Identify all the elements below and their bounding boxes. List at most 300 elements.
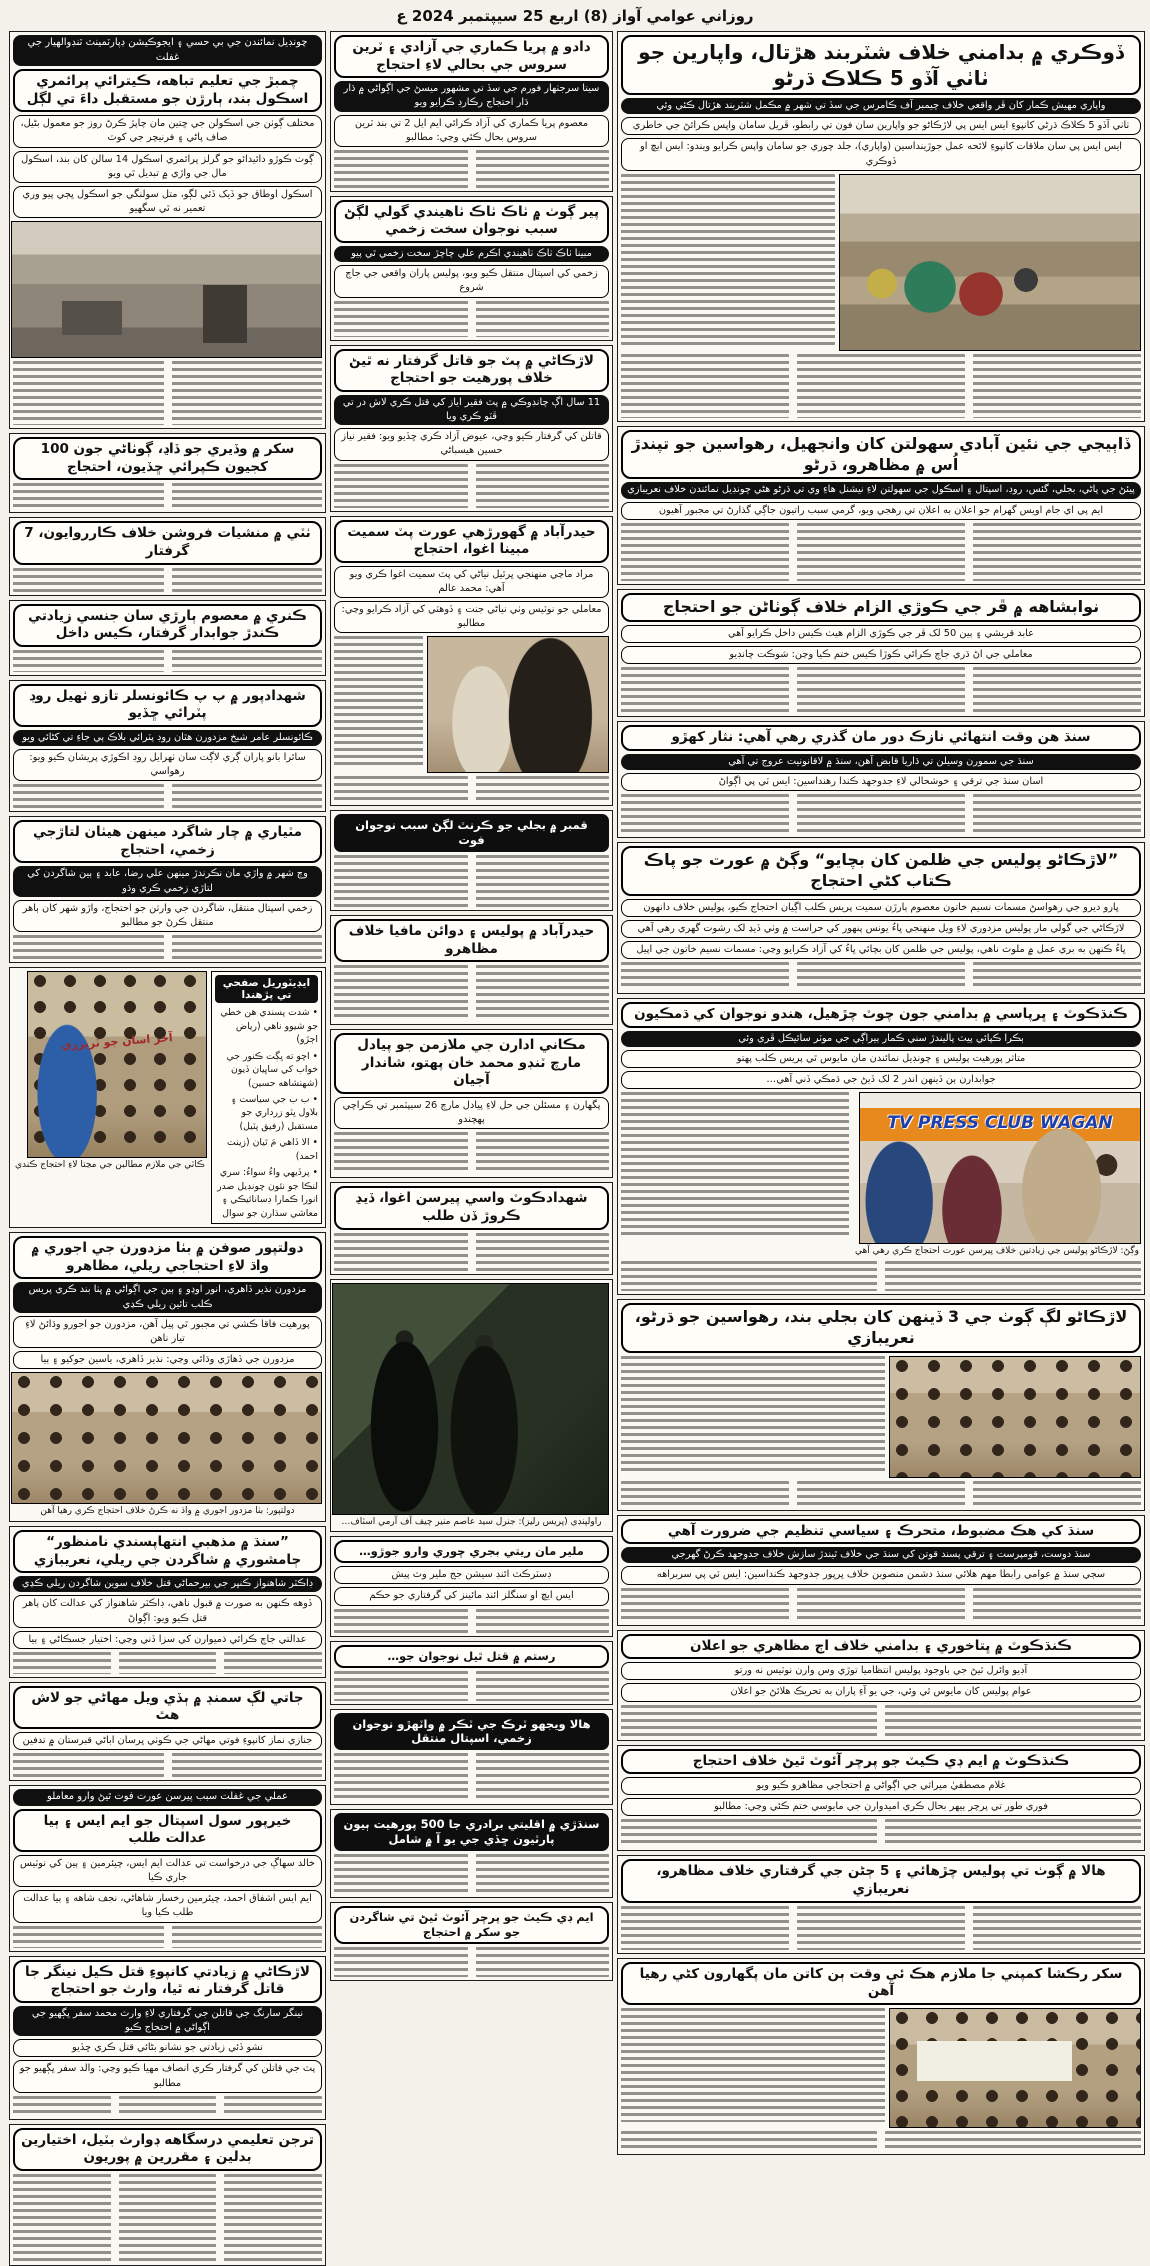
body-text-column: [621, 1261, 877, 1291]
body-text-sim: [13, 2096, 322, 2116]
photo-block: [839, 174, 1141, 351]
story-subhead: عوام پوليس کان مايوس ٿي وئي، جي يو آءِ پاران به تحريڪ هلائڻ جو اعلان: [621, 1683, 1141, 1701]
body-text-column: [885, 2131, 1141, 2151]
story-headline: چمبڙ جي تعليم تباهه، ڪيترائي پرائمري اسڪول بند، ٻارڙن جو مستقبل داءَ تي لڳل: [13, 69, 322, 112]
story-headline: دولتپور صوفن ۾ بٺا مزدورن جي اجوري ۾ واڌ لاءِ احتجاجي ريلي، مظاهرو: [13, 1236, 322, 1279]
editorial-item: • ب ب جي سياست ۽ بلاول ڀٽو زرداري جو مستقبل (رفيق پٽيل): [215, 1093, 318, 1133]
body-text-column: [621, 1906, 789, 1950]
story: [330, 1809, 613, 1898]
column-right: [617, 31, 1145, 2000]
story-headline: ڏاٻيجي جي نئين آبادي سهولتن کان وانجهيل، رهواسين جو تپندڙ اُس ۾ مظاهرو، ڌرڻو: [621, 430, 1141, 480]
story-headline: هالا ويجهو ٽرڪ جي ٽڪر ۾ واٽهڙو نوجوان زخمي، اسپتال منتقل: [334, 1713, 609, 1751]
story-headline: رستم ۾ قتل ٿيل نوجوان جو…: [334, 1645, 609, 1668]
body-text-column: [119, 2096, 217, 2116]
story: [617, 1299, 1145, 1511]
body-text-column: [119, 1652, 217, 1674]
story-subhead: قاتلن کي گرفتار ڪيو وڃي، عيوض آزاد ڪري ڇڏيو ويو: فقير نياز حسين هيسباڻي: [334, 428, 609, 460]
story-subhead: نشو ڏئي زيادتي جو نشانو بڻائي قتل ڪري ڇڏيو: [13, 2039, 322, 2057]
body-text-sim: [334, 1947, 609, 1977]
photo-caption: ڪاٽي جي ملازم مطالبن جي مڃتا لاءِ احتجاج ڪندي: [15, 1160, 205, 1171]
street-photo: [839, 174, 1141, 351]
body-text-column: [476, 855, 610, 907]
body-text-column: [973, 354, 1141, 418]
photo-block: [889, 1356, 1141, 1478]
story-headline: ”لاڙڪاڻو پوليس جي ظلمن کان بچايو“ وڳڻ ۾ عورت جو پاڪ ڪتاب کڻي احتجاج: [621, 846, 1141, 896]
story-headline: ڪنڌڪوٽ ۾ ڀتاخوري ۽ بدامني خلاف اڄ مظاهري جو اعلان: [621, 1634, 1141, 1660]
story-subhead: وچ شهر ۾ واڙي مان نڪرندڙ مينهن علي رضا، عابد ۽ ٻين شاگردن کي لتاڙي زخمي ڪري وڌو: [13, 866, 322, 896]
body-text-column: [476, 464, 610, 508]
story-subhead: ٻڪرا ڪپائي پيٽ پاليندڙ سني ڪمار ٻيراڳي جي موٽر سائيڪل ڦري وئي: [621, 1031, 1141, 1047]
body-text-sim: [621, 1092, 849, 1238]
body-text-column: [334, 464, 468, 508]
body-text-column: [973, 667, 1141, 713]
story: [9, 1232, 326, 1522]
body-text-column: [172, 1753, 323, 1777]
body-text-column: [334, 150, 468, 188]
story-subhead: غلام مصطفيٰ ميراثي جي اڳواڻي ۾ احتجاجي مظاهرو ڪيو ويو: [621, 1777, 1141, 1795]
story-headline: ڏوڪري ۾ بدامني خلاف شٽربند هڙتال، واپارين جو ٺاٺي آڏو 5 ڪلاڪ ڌرڻو: [621, 35, 1141, 95]
body-text-column: [476, 1132, 610, 1174]
story: [617, 842, 1145, 994]
body-text-sim: [621, 1356, 885, 1472]
story-subhead: سڄي سنڌ ۾ عوامي رابطا مهم هلائي سنڌ دشمن منصوبن خلاف ڀرپور جدوجهد ڪنداسين: ايس ٽي پي سربراهه: [621, 1566, 1141, 1584]
body-text-sim: [621, 523, 1141, 581]
story-subhead: ڀارو ديرو جي رهواسڻ مسمات نسيم خاتون معصوم ٻارڙن سميت پريس ڪلب اڳيان احتجاج ڪيو، پوليس خلاف دانهون: [621, 899, 1141, 917]
story-subhead: مبينا ٺاڪ ٺاڪ ٺاهيندي اڪرم علي چاچڙ سخت زخمي ٿي پيو: [334, 246, 609, 262]
body-text-column: [224, 2174, 322, 2262]
photo-block: [889, 2008, 1141, 2128]
body-text-column: [334, 1753, 468, 1801]
body-text-column: [797, 354, 965, 418]
body-text-column: [621, 523, 789, 581]
body-text-sim: [621, 2008, 885, 2122]
story-subhead: ٺاٺي آڏو 5 ڪلاڪ ڌرڻي کانپوءِ ايس ايس پي لاڙڪاڻو جو واپارين سان فون تي رابطو، ڦريل سامان واپس ڪرائڻ جي خاطري: [621, 117, 1141, 135]
story-subhead: واپاري مهيش ڪمار کان ڦر واقعي خلاف چيمبر آف ڪامرس جي سڏ تي شهر ۾ مڪمل شٽربند هڙتال ڪئي وئي: [621, 98, 1141, 114]
story: [330, 1029, 613, 1178]
story-subhead: زخمي کي اسپتال منتقل ڪيو ويو، پوليس پاران واقعي جي جاچ شروع: [334, 265, 609, 297]
photo-overlay-text: آخر اسان جو ٽريزري: [60, 1031, 173, 1052]
photo-text-row: [621, 1356, 1141, 1478]
editorial-item: • پرڏيهي واءُ سواءُ: سري لنڪا جو نئون چونڊيل صدر انورا ڪمارا ڊسانائيڪي ۽ معاشي سڌارن جو سوال: [215, 1166, 318, 1220]
story-headline: مڪاني ادارن جي ملازمن جو پيادل مارچ ٽنڊو محمد خان پهتو، شاندار آجيان: [334, 1033, 609, 1094]
body-text-column: [334, 776, 468, 802]
body-text-column: [13, 1652, 111, 1674]
story-headline: سنڌڙي ۾ اقليتي برادري جا 500 پورهيت ٻيون پارٽيون ڇڏي جي يو آ ۾ شامل: [334, 1813, 609, 1851]
beside-photo-text: [621, 1356, 885, 1478]
story-subhead: ايم پي اي جام اويس گهرام جو اعلان به اعلان تي رهجي ويو، گرمي سبب راتيون جاڳي گذارڻ تي مجبور آهيون: [621, 502, 1141, 520]
body-text-column: [885, 1705, 1141, 1737]
body-text-column: [224, 2096, 322, 2116]
story: [9, 680, 326, 813]
body-text-column: [973, 794, 1141, 834]
story-subhead: 11 سال اڳ چانڊوڪي ۾ پٽ فقير اياز کي قتل ڪري لاش در تي ڦٽو ڪري ويا: [334, 395, 609, 425]
story-subhead: پورهيت فاقا ڪشي تي مجبور ٿي پيل آهن، مزدورن جو اجورو وڌائڻ لاءِ تيار ناهن: [13, 1316, 322, 1348]
story: [330, 1279, 613, 1533]
story-subhead: سيتا سرجٺهار فورم جي سڏ تي مشهور ميسڻ جي اڳواڻي ۾ ڌار ڌار احتجاج رڪارڊ ڪرايو ويو: [334, 81, 609, 111]
photo-block: [334, 1283, 609, 1529]
story-headline: ڪنڌڪوٽ ۾ ايم ڊي ڪيٽ جو پرچر آئوٽ ٿيڻ خلاف احتجاج: [621, 1749, 1141, 1775]
body-text-column: [13, 2174, 111, 2262]
body-text-column: [224, 1652, 322, 1674]
body-text-column: [885, 1261, 1141, 1291]
story-headline: سکر رڪشا کمپني جا ملازم هڪ ئي وقت ٻن کاتن مان پگهارون کڻي رهيا آهن: [621, 1962, 1141, 2005]
photo-overlay-text: TV PRESS CLUB WAGAN: [887, 1112, 1113, 1133]
body-text-column: [13, 935, 164, 959]
body-text-sim: [621, 1906, 1141, 1950]
story-headline: خيرپور سول اسپتال جو ايم ايس ۽ ٻيا عدالت طلب: [13, 1809, 322, 1852]
story-subhead: معصوم پريا ڪماري کي آزاد ڪرائي ايم ايل 2 تي بند ٽرين سروس بحال ڪئي وڃي: مطالبو: [334, 115, 609, 147]
beside-photo-text: [334, 636, 423, 773]
body-text-column: [172, 483, 323, 509]
body-text-sim: [13, 1926, 322, 1948]
body-text-sim: [13, 650, 322, 672]
body-text-column: [621, 354, 789, 418]
photo-text-row: [621, 174, 1141, 351]
story-headline: مٽياري ۾ چار شاگرد مينهن هيٺان لتاڙجي زخمي، احتجاج: [13, 820, 322, 863]
story-subhead: ڊاڪٽر شاهنواز ڪنڀر جي بيرحماڻي قتل خلاف سوين شاگردن ريلي ڪڍي: [13, 1576, 322, 1592]
body-text-column: [621, 2131, 877, 2151]
story: [330, 31, 613, 192]
body-text-column: [13, 483, 164, 509]
story-subhead: ايس ايڇ او سنگلز ائنڊ مائينز کي گرفتاري جو حڪم: [334, 1587, 609, 1605]
body-text-column: [13, 361, 164, 425]
body-text-sim: [13, 784, 322, 808]
editorial-title: ايڊيٽوريل صفحي تي پڙهندا: [215, 975, 318, 1003]
story: [617, 1630, 1145, 1741]
crowdbanner-photo: [889, 2008, 1141, 2128]
body-text-sim: [334, 1132, 609, 1174]
story-subhead: جوابدارن ٻن ڏينهن اندر 2 لک ڏيڻ جي ڌمڪي ڏني آهي…: [621, 1071, 1141, 1089]
story-headline: جاتي لڳ سمنڊ ۾ ٻڏي ويل مهاڻي جو لاش هٿ: [13, 1686, 322, 1729]
column-middle: [330, 31, 613, 1940]
body-text-column: [334, 965, 468, 1021]
body-text-sim: [13, 1652, 322, 1674]
beside-photo-text: [621, 174, 835, 351]
story: [617, 31, 1145, 422]
story-subhead: پٽ جي قاتلن کي گرفتار ڪري انصاف مهيا ڪيو وڃي: والد سفر ڀڳهيو جو مطالبو: [13, 2060, 322, 2092]
body-text-column: [973, 1906, 1141, 1950]
story: [9, 2124, 326, 2266]
story-subhead: نينگر سارنگ جي قاتلن جي گرفتاري لاءِ وارث محمد سفر ڀڳهيو جي اڳواڻي ۾ احتجاج ڪيو: [13, 2006, 322, 2036]
body-text-sim: [334, 1609, 609, 1633]
story: [330, 810, 613, 911]
army-photo: [332, 1283, 609, 1515]
body-text-column: [334, 1132, 468, 1174]
body-text-column: [797, 523, 965, 581]
body-text-column: [334, 301, 468, 337]
beside-photo-text: [621, 2008, 885, 2128]
story: [617, 1515, 1145, 1626]
body-text-column: [172, 935, 323, 959]
story: [617, 426, 1145, 585]
story: [617, 589, 1145, 717]
editorial-item: • اچو ته ڀڳت ڪنور جي خواب کي ساڀيان ڏيون (شهنشاهه حسين): [215, 1050, 318, 1090]
story-subhead: ايس ايس پي سان ملاقات کانپوءِ لائحه عمل جوڙينداسين (واپاري)، جلد چوري جو سامان واپس ڪرايو ويندو: ايس ايڇ او ڏوڪري: [621, 138, 1141, 170]
story: [330, 196, 613, 341]
body-text-column: [476, 1854, 610, 1894]
body-text-column: [476, 776, 610, 802]
body-text-column: [172, 568, 323, 592]
crowdblue-photo: [27, 971, 207, 1158]
body-text-column: [621, 1705, 877, 1737]
body-text-sim: [621, 1481, 1141, 1507]
story-kicker: عملي جي غفلت سبب پيرسن عورت فوت ٿيڻ وارو معاملو: [13, 1789, 322, 1806]
body-text-column: [13, 784, 164, 808]
body-text-column: [797, 1481, 965, 1507]
story: [330, 1182, 613, 1274]
story: [330, 1536, 613, 1636]
story: [617, 721, 1145, 838]
body-text-column: [621, 1588, 789, 1622]
photo-caption: راولپنڊي (پريس رليز): جنرل سيد عاصم منير چيف آف آرمي اسٽاف…: [341, 1516, 602, 1527]
story-headline: نوابشاهه ۾ ڦر جي ڪوڙي الزام خلاف ڳوٺاڻن جو احتجاج: [621, 593, 1141, 622]
body-text-column: [334, 1947, 468, 1977]
story: [330, 915, 613, 1025]
body-text-sim: [334, 464, 609, 508]
story-subhead: ڊسٽرڪٽ ائنڊ سيشن جج ملير وٽ پيش: [334, 1566, 609, 1584]
photo-text-row: [334, 636, 609, 773]
editorial-item: • شدت پسندي هن خطي جو شيوو ناهي (رياض اڄڙو): [215, 1006, 318, 1046]
story-subhead: عدالتي جاچ ڪرائي ذميوارن کي سزا ڏني وڃي: اختيار جسڪاڻي ۽ ٻيا: [13, 1631, 322, 1649]
story-subhead: اسڪول اوطاق جو ڏيک ڏئي لڳو، متل سولنگي جو اسڪول ڀڄي پيو وري تعمير نه ٿي سگهيو: [13, 186, 322, 218]
story-subhead: ڀاءُ ڪنهن به بري عمل ۾ ملوث ناهي، پوليس جي ظلمن کان بچائي ڀاءُ کي آزاد ڪرايو وڃي: مسمات نسيم خاتون جي اپيل: [621, 941, 1141, 959]
story-headline: لاڙڪاڻي ۾ زيادتي کانپوءِ قتل ڪيل نينگر جا قاتل گرفتار نه ٿيا، وارث جو احتجاج: [13, 1960, 322, 2003]
body-text-column: [973, 962, 1141, 990]
story-headline: ايم ڊي ڪيٽ جو پرچر آئوٽ ٿيڻ تي شاگردن جو سکر ۾ احتجاج: [334, 1906, 609, 1944]
body-text-sim: [334, 301, 609, 337]
story-headline: ڪنڌڪوٽ ۽ ڀرپاسي ۾ بدامني جون چوٽ چڙهيل، هندو نوجوان کي ڌمڪيون: [621, 1002, 1141, 1028]
photo-block: [853, 1092, 1141, 1258]
story-headline: حيدرآباد ۾ گهورڙهي عورت پٽ سميت مبينا اغوا، احتجاج: [334, 520, 609, 563]
story-headline: لاڙڪاڻو لڳ ڳوٺ جي 3 ڏينهن کان بجلي بند، رهواسين جو ڌرڻو، نعريبازي: [621, 1303, 1141, 1353]
body-text-sim: [13, 935, 322, 959]
story-headline: ”سنڌ ۾ مذهبي انتهاپسندي نامنظور“ ڄامشوري ۾ شاگردن جي ريلي، نعريبازي: [13, 1530, 322, 1573]
story: [617, 1745, 1145, 1852]
story-subhead: زخمي اسپتال منتقل، شاگردن جي وارثن جو احتجاج، واڙو شهر کان ٻاهر منتقل ڪرڻ جو مطالبو: [13, 900, 322, 932]
body-text-column: [476, 301, 610, 337]
story-subhead: مزدورن نذير ڏاهري، انور اوڍو ۽ ٻين جي اڳواڻي ۾ ڀٺا بند ڪري پريس ڪلب تائين ريلي ڪڍي: [13, 1282, 322, 1312]
body-text-column: [13, 2096, 111, 2116]
body-text-column: [621, 794, 789, 834]
body-text-column: [621, 1092, 849, 1238]
body-text-sim: [13, 2174, 322, 2262]
body-text-column: [334, 855, 468, 907]
story-subhead: مراد ماڃي منهنجي ڀرٿيل نياڻي کي پٽ سميت اغوا ڪري ويو آهي: محمد عالم: [334, 566, 609, 598]
story: [9, 1526, 326, 1678]
story-subhead: مختلف ڳوٺن جي اسڪولن جي ڇتين مان چاپڙ ڪرڻ روز جو معمول بڻيل، صاف پاڻي ۽ فرنيچر جي کوٽ: [13, 115, 322, 147]
body-text-column: [334, 1609, 468, 1633]
story-kicker: چونڊيل نمائندن جي بي حسي ۽ ايجوڪيشن ڊپارٽمينٽ ٽنڊوالهيار جي غفلت: [13, 35, 322, 66]
body-text-column: [621, 962, 789, 990]
story-subhead: فوري طور تي پرچر ٻيهر بحال ڪري اميدوارن جي مايوسي ختم ڪئي وڃي: مطالبو: [621, 1798, 1141, 1816]
body-text-sim: [621, 354, 1141, 418]
body-text-sim: [621, 1819, 1141, 1847]
story-headline: شهدادڪوٽ واسي پيرسن اغوا، ڏيڍ ڪروڙ ڏن طلب: [334, 1186, 609, 1229]
body-text-column: [621, 667, 789, 713]
photo-caption: وڳڻ: لاڙڪاڻو پوليس جي زيادتين خلاف پيرسن عورت احتجاج ڪري رهي آهي: [855, 1246, 1139, 1257]
body-text-sim: [334, 855, 609, 907]
body-text-column: [621, 2008, 885, 2122]
story: [617, 998, 1145, 1295]
story: [617, 1855, 1145, 1953]
story-headline: ڪنري ۾ معصوم ٻارڙي سان جنسي زيادتي ڪندڙ جوابدار گرفتار، ڪيس داخل: [13, 604, 322, 647]
body-text-sim: [621, 667, 1141, 713]
body-text-sim: [621, 174, 835, 345]
story: [9, 600, 326, 676]
story-subhead: سائرا بانو پاران ڳري لاڳت سان ٺهرايل روڊ اڪوڙي پريشان ڪيو ويو: رهواسي: [13, 749, 322, 781]
story: [330, 516, 613, 807]
body-text-column: [973, 1588, 1141, 1622]
body-text-column: [621, 1481, 789, 1507]
body-text-sim: [621, 794, 1141, 834]
body-text-column: [13, 1926, 164, 1948]
story: [330, 1902, 613, 1981]
body-text-column: [476, 1947, 610, 1977]
crowd-photo: [11, 1372, 322, 1504]
body-text-column: [172, 1926, 323, 1948]
story-headline: سکر ۾ وڏيري جو ڏاڍ، ڳوٺاڻي جون 100 کجيون ڪپرائي ڇڏيون، احتجاج: [13, 437, 322, 480]
body-text-column: [797, 962, 965, 990]
story-subhead: معاملي جو نوٽيس وٺي نياڻي جنت ۽ ڏوهٽي کي آزاد ڪرايو وڃي: مطالبو: [334, 601, 609, 633]
story-headline: سنڌ کي هڪ مضبوط، متحرڪ ۽ سياسي تنظيم جي ضرورت آهي: [621, 1519, 1141, 1545]
editorial-row: [13, 971, 322, 1224]
story: [9, 433, 326, 513]
body-text-column: [13, 568, 164, 592]
story-headline: ملير مان ريتي بجري چوري وارو جوڙو…: [334, 1540, 609, 1563]
editorial-item: • الا ڏاهي مَ ٿيان (زينت احمد): [215, 1136, 318, 1163]
portrait-photo: [427, 636, 609, 773]
story-subhead: لاڙڪاڻي جي گولي مار پوليس مزدوري لاءِ ويل منهنجي ڀاءُ يونس پنهور کي حراست ۾ وٺي ڏيڍ لک رشوت گهري رهي آهي: [621, 920, 1141, 938]
body-text-sim: [334, 636, 423, 767]
body-text-sim: [13, 361, 322, 425]
body-text-column: [13, 1753, 164, 1777]
body-text-sim: [621, 962, 1141, 990]
body-text-column: [973, 523, 1141, 581]
story-subhead: ڪائونسلر عامر شيخ مزدورن هٿان روڊ پٽرائي بلاڪ ٻي جاءِ تي کڻائي ويو: [13, 730, 322, 746]
story-subhead: سنڌ جي سمورن وسيلن تي ڌاريا قابض آهن، سنڌ ۾ لاقانونيت عروج تي آهي: [621, 754, 1141, 770]
story: [330, 1641, 613, 1705]
body-text-sim: [334, 965, 609, 1021]
body-text-column: [334, 1854, 468, 1894]
story-subhead: خالد سهاڳ جي درخواست تي عدالت ايم ايس، چيئرمين ۽ ٻين کي نوٽيس جاري ڪيا: [13, 1855, 322, 1887]
body-text-sim: [334, 776, 609, 802]
body-text-sim: [621, 2131, 1141, 2151]
photo-block: [13, 971, 207, 1224]
story-headline: ترجن تعليمي درسگاهه ڊوارث بٽيل، اختيارين بدلين ۽ مقررين ۾ پوريون: [13, 2128, 322, 2171]
body-text-sim: [13, 1753, 322, 1777]
body-text-sim: [334, 150, 609, 188]
body-text-sim: [621, 1261, 1141, 1291]
story: [9, 967, 326, 1228]
body-text-column: [172, 784, 323, 808]
body-text-sim: [621, 1705, 1141, 1737]
story: [330, 345, 613, 512]
story-subhead: سنڌ دوست، قومپرست ۽ ترقي پسند قوتن کي سنڌ جي خلاف ٿيندڙ سازش خلاف جدوجهد ڪرڻ گهرجي: [621, 1547, 1141, 1563]
story-headline: قمبر ۾ بجلي جو ڪرنٽ لڳڻ سبب نوجوان فوت: [334, 814, 609, 852]
photo-text-row: [621, 2008, 1141, 2128]
story-subhead: ايم ايس اشفاق احمد، چيئرمين رخسار شاهاڻي، نجف شاهه ۽ ٻيا عدالت طلب ڪيا ويا: [13, 1890, 322, 1922]
body-text-column: [334, 1233, 468, 1271]
body-text-column: [476, 1671, 610, 1701]
story-subhead: جنازي نماز کانپوءِ فوتي مهاڻي جي ڪوٺي ڀرسان اباڻي قبرستان ۾ تدفين: [13, 1732, 322, 1750]
body-text-column: [119, 2174, 217, 2262]
story-subhead: پيئڻ جي پاڻي، بجلي، گئس، روڊ، اسپتال ۽ اسڪول جي سهولتن لاءِ نيشنل هاءِ وي تي ڌرڻو هڻي چونڊيل نمائندن خلاف نعريبازي: [621, 482, 1141, 498]
story-headline: لاڙڪاڻي ۾ پٽ جو قاتل گرفتار نه ٿيڻ خلاف پورهيت جو احتجاج: [334, 349, 609, 392]
tvpress-photo: [859, 1092, 1141, 1244]
body-text-column: [172, 650, 323, 672]
crowd-photo: [889, 1356, 1141, 1478]
story-headline: پير ڳوٺ ۾ ٺاڪ ٺاڪ ٺاهيندي گولي لڳڻ سبب نوجوان سخت زخمي: [334, 200, 609, 243]
body-text-column: [13, 650, 164, 672]
story-subhead: پگهارن ۽ مسئلن جي حل لاءِ پيادل مارچ 26 سيپٽمبر تي ڪراچي پهچندو: [334, 1097, 609, 1129]
body-text-sim: [334, 1233, 609, 1271]
story-subhead: عابد قريشي ۽ ٻين 50 لک ڦر جي ڪوڙي الزام هيٺ ڪيس داخل ڪرايو آهي: [621, 625, 1141, 643]
body-text-column: [476, 1753, 610, 1801]
story: [9, 31, 326, 429]
story: [9, 1682, 326, 1781]
story-subhead: اسان سنڌ جي ترقي ۽ خوشحالي لاءِ جدوجهد ڪندا رهنداسين: ايس ٽي پي اڳواڻ: [621, 773, 1141, 791]
story-subhead: معاملي جي اڻ ڌري جاچ ڪرائي ڪوڙا ڪيس ختم ڪيا وڃن: شوڪت چانڊيو: [621, 646, 1141, 664]
beside-photo-text: [621, 1092, 849, 1258]
body-text-column: [172, 361, 323, 425]
masthead: روزاني عوامي آواز (8) اربع 25 سيپتمبر 2024 ع: [396, 7, 754, 25]
story: [9, 517, 326, 595]
body-text-column: [797, 794, 965, 834]
story: [9, 816, 326, 963]
body-text-sim: [13, 568, 322, 592]
story-subhead: ڳوٺ ڪوڙو دائيدائو جو گرلز پرائمري اسڪول 14 سالن کان بند، اسڪول مال جي واڙي ۾ تبديل ٿي ويو: [13, 151, 322, 183]
body-text-column: [476, 1609, 610, 1633]
body-text-sim: [334, 1671, 609, 1701]
story: [330, 1709, 613, 1806]
story-subhead: ڏوهه ڪنهن به صورت ۾ قبول ناهي، ڊاڪٽر شاهنواز کي عدالت کان ٻاهر قتل ڪيو ويو: اڳواڻ: [13, 1595, 322, 1627]
story: [9, 1956, 326, 2120]
body-text-column: [621, 1356, 885, 1472]
body-text-column: [797, 667, 965, 713]
school-photo: [11, 221, 322, 358]
story-headline: شهدادپور ۾ پ پ ڪائونسلر تازو ٺهيل روڊ پٽرائي ڇڏيو: [13, 684, 322, 727]
photo-caption: دولتپور: بٺا مزدور اجوري ۾ واڌ نه ڪرڻ خلاف احتجاج ڪري رهيا آهن: [40, 1506, 295, 1517]
photo-block: [13, 221, 322, 358]
photo-block: [13, 1372, 322, 1518]
story-headline: حيدرآباد ۾ پوليس ۽ دوائن مافيا خلاف مظاهرو: [334, 919, 609, 962]
story-subhead: مزدورن جي ڏهاڙي وڌائي وڃي: نذير ڏاهري، ياسين جوکيو ۽ ٻيا: [13, 1351, 322, 1369]
body-text-column: [797, 1906, 965, 1950]
story-headline: دادو ۾ پريا ڪماري جي آزادي ۽ ٽرين سروس جي بحالي لاءِ احتجاج: [334, 35, 609, 78]
story-headline: هالا ۾ ڳوٺ تي پوليس چڙهائي ۽ 5 ڄڻن جي گرفتاري خلاف مظاهرو، نعريبازي: [621, 1859, 1141, 1902]
body-text-sim: [334, 1753, 609, 1801]
body-text-sim: [334, 1854, 609, 1894]
photo-block: [427, 636, 609, 773]
body-text-column: [476, 965, 610, 1021]
editorial-box: [211, 971, 322, 1224]
column-left: [9, 31, 326, 2166]
body-text-column: [797, 1588, 965, 1622]
body-text-column: [334, 1671, 468, 1701]
body-text-column: [621, 1819, 877, 1847]
body-text-sim: [13, 483, 322, 509]
body-text-column: [476, 1233, 610, 1271]
story-subhead: متاثر پورهيت پوليس ۽ چونڊيل نمائندن مان مايوس ٿي پريس ڪلب پهتو: [621, 1050, 1141, 1068]
story-headline: سنڌ هن وقت انتهائي نازڪ دور مان گذري رهي آهي: نثار کهڙو: [621, 725, 1141, 751]
story: [9, 1785, 326, 1951]
body-text-column: [973, 1481, 1141, 1507]
story-subhead: آڊيو وائرل ٿيڻ جي باوجود پوليس انتظاميا توڙي وس وارن نوٽيس نه ورتو: [621, 1662, 1141, 1680]
body-text-column: [334, 636, 423, 767]
columns-wrapper: [5, 31, 1145, 2166]
body-text-column: [885, 1819, 1141, 1847]
story-headline: ٺٽي ۾ منشيات فروشن خلاف ڪارروايون، 7 گرفتار: [13, 521, 322, 564]
